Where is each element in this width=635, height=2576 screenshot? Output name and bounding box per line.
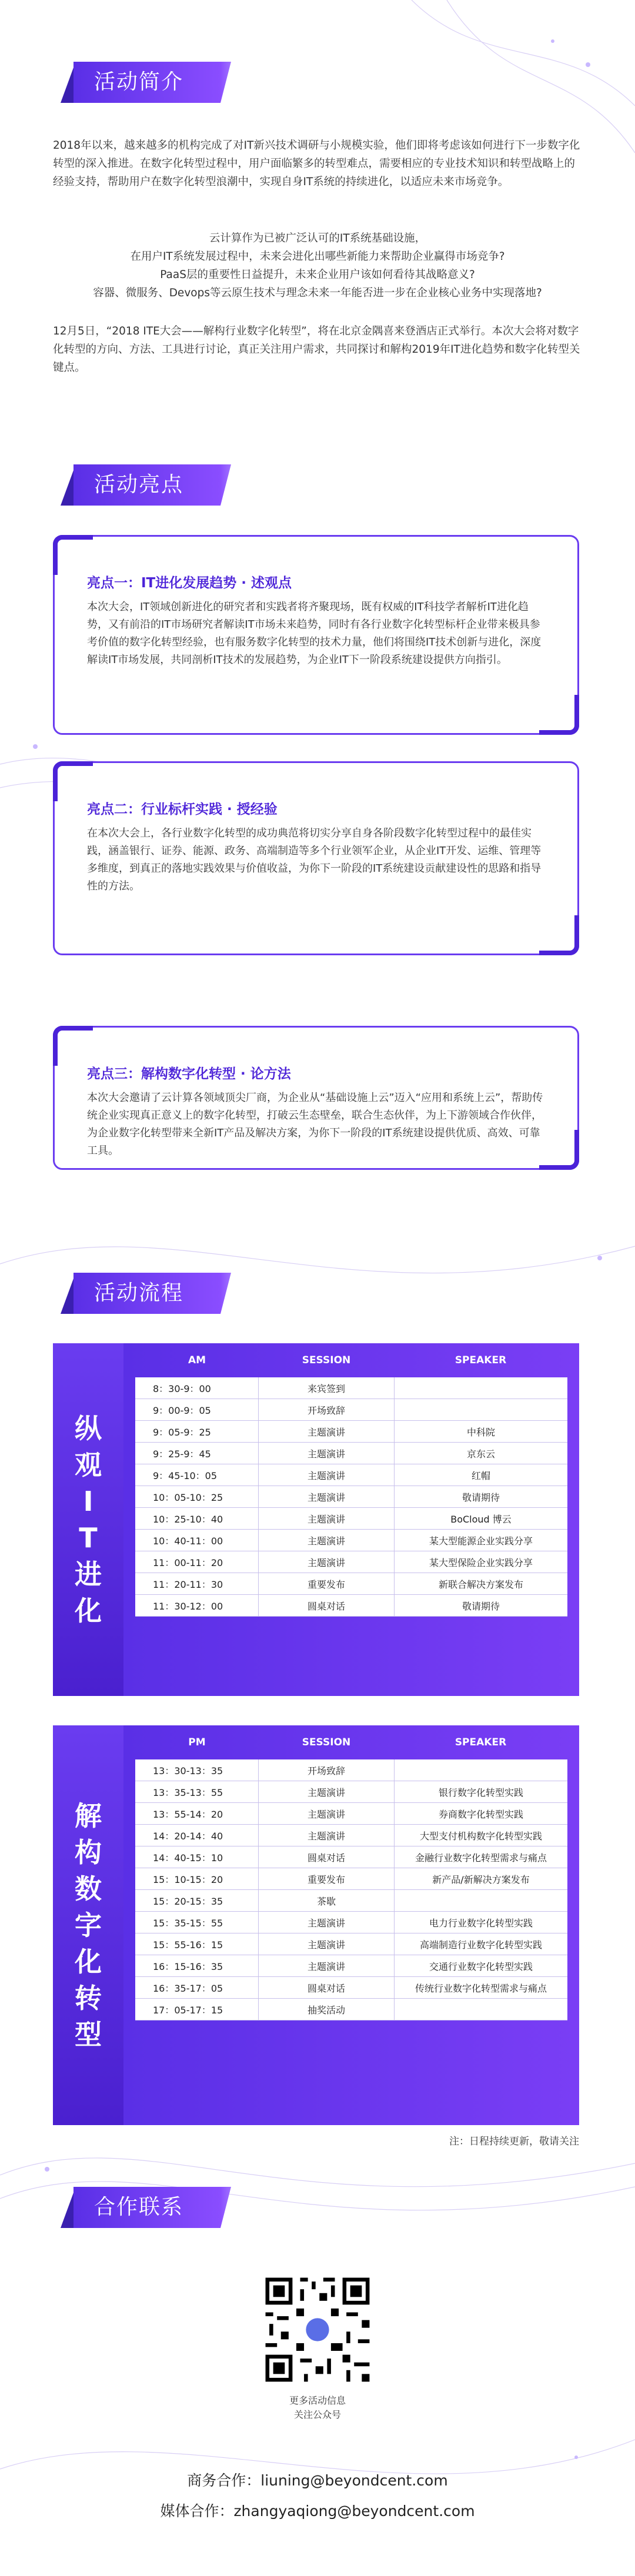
table-row	[135, 1868, 567, 1890]
am-side-char: I	[83, 1486, 93, 1517]
am-schedule	[53, 1343, 579, 1696]
table-row	[135, 1955, 567, 1977]
am-side-char: 化	[75, 1595, 102, 1627]
table-row	[135, 1977, 567, 1999]
table-row	[135, 1486, 567, 1508]
session-cell: 主题演讲	[259, 1508, 395, 1529]
highlight-title: 亮点三：解构数字化转型 · 论方法	[87, 1066, 291, 1082]
table-row	[135, 1999, 567, 2020]
table-row	[135, 1890, 567, 1912]
session-cell: 开场致辞	[259, 1399, 395, 1420]
media-contact: 媒体合作：zhangyaqiong@beyondcent.com	[160, 2503, 475, 2520]
speaker-cell: 京东云	[466, 1448, 495, 1460]
table-row	[135, 1781, 567, 1803]
time-cell: 10：25-10：40	[135, 1508, 259, 1529]
qr-caption	[259, 2394, 376, 2422]
table-row	[135, 1508, 567, 1530]
session-cell: 主题演讲	[259, 1464, 395, 1486]
speaker-cell: 大型支付机构数字化转型实践	[419, 1830, 542, 1842]
session-cell: 主题演讲	[259, 1551, 395, 1573]
pm-side-char: 转	[75, 1982, 102, 2014]
am-col-time: AM	[188, 1354, 206, 1366]
table-row	[135, 1759, 567, 1781]
speaker-cell	[395, 1999, 567, 2020]
agenda-section-title: 活动流程	[73, 1273, 220, 1314]
speaker-cell: 中科院	[466, 1426, 495, 1438]
pm-side-char: 解	[75, 1800, 102, 1832]
highlight-title: 亮点二：行业标杆实践 · 授经验	[87, 802, 278, 817]
table-row	[135, 1912, 567, 1933]
am-col-session: SESSION	[302, 1354, 351, 1366]
table-row	[135, 1530, 567, 1551]
session-cell: 重要发布	[259, 1573, 395, 1594]
am-side-char: T	[79, 1522, 98, 1554]
pm-table-header	[135, 1725, 567, 1759]
session-cell: 圆桌对话	[259, 1595, 395, 1616]
am-side-label	[53, 1343, 123, 1696]
speaker-cell: 新联合解决方案发布	[438, 1578, 523, 1590]
table-row	[135, 1377, 567, 1399]
qr-code-icon	[262, 2274, 373, 2386]
time-cell: 16：15-16：35	[135, 1955, 259, 1976]
session-cell: 抽奖活动	[259, 1999, 395, 2020]
speaker-cell	[395, 1377, 567, 1399]
table-row	[135, 1421, 567, 1443]
table-row	[135, 1399, 567, 1421]
time-cell: 14：40-15：10	[135, 1846, 259, 1868]
session-cell: 主题演讲	[259, 1443, 395, 1464]
session-cell: 茶歇	[259, 1890, 395, 1911]
speaker-cell: 红帽	[471, 1470, 490, 1481]
pm-side-char: 数	[75, 1873, 102, 1905]
pm-side-char: 型	[75, 2019, 102, 2050]
session-cell: 圆桌对话	[259, 1977, 395, 1998]
time-cell: 9：00-9：05	[135, 1399, 259, 1420]
session-cell: 主题演讲	[259, 1421, 395, 1442]
speaker-cell: 敬请期待	[462, 1491, 500, 1503]
time-cell: 9：05-9：25	[135, 1421, 259, 1442]
time-cell: 13：55-14：20	[135, 1803, 259, 1824]
speaker-cell: 某大型保险企业实践分享	[429, 1557, 533, 1568]
time-cell: 11：00-11：20	[135, 1551, 259, 1573]
pm-col-speaker: SPEAKER	[454, 1737, 507, 1748]
session-cell: 主题演讲	[259, 1781, 395, 1802]
intro-question-3: PaaS层的重要性日益提升，未来企业用户该如何看待其战略意义?	[160, 269, 475, 281]
pm-side-char: 化	[75, 1946, 102, 1978]
schedule-note: 注：日程持续更新，敬请关注	[449, 2136, 579, 2147]
session-cell: 开场致辞	[259, 1759, 395, 1781]
speaker-cell: 交通行业数字化转型实践	[429, 1961, 533, 1972]
time-cell: 14：20-14：40	[135, 1825, 259, 1846]
speaker-cell: 高端制造行业数字化转型实践	[419, 1939, 542, 1951]
time-cell: 11：30-12：00	[135, 1595, 259, 1616]
session-cell: 来宾签到	[259, 1377, 395, 1399]
intro-question-2: 在用户IT系统发展过程中，未来会进化出哪些新能力来帮助企业赢得市场竞争?	[130, 250, 505, 263]
speaker-cell: 传统行业数字化转型需求与痛点	[415, 1982, 547, 1994]
pm-table	[123, 1725, 579, 2125]
highlight-body: 在本次大会上，各行业数字化转型的成功典范将切实分享自身各阶段数字化转型过程中的最佳实践，涵盖银行、证券、能源、政务、高端制造等多个行业领军企业，从企业IT开发、运维、管理等多维度，到真正的落地实践效果与价值收益，为你下一阶段的IT系统建设贡献建设性的思路和指导性的方法。	[87, 827, 542, 892]
pm-table-body	[135, 1759, 567, 2020]
time-cell: 13：35-13：55	[135, 1781, 259, 1802]
am-side-char: 进	[75, 1558, 102, 1590]
session-cell: 主题演讲	[259, 1955, 395, 1976]
session-cell: 主题演讲	[259, 1825, 395, 1846]
business-contact: 商务合作：liuning@beyondcent.com	[187, 2472, 448, 2489]
speaker-cell: 新产品/新解决方案发布	[432, 1874, 530, 1885]
speaker-cell: 券商数字化转型实践	[438, 1808, 523, 1820]
highlight-card-1	[53, 535, 579, 735]
session-cell: 主题演讲	[259, 1803, 395, 1824]
table-row	[135, 1803, 567, 1825]
speaker-cell: 银行数字化转型实践	[438, 1787, 523, 1798]
intro-question-1: 云计算作为已被广泛认可的IT系统基础设施，	[209, 232, 426, 245]
session-cell: 主题演讲	[259, 1486, 395, 1507]
highlight-body: 本次大会，IT领域创新进化的研究者和实践者将齐聚现场，既有权威的IT科技学者解析IT进化趋势，又有前沿的IT市场研究者解读IT市场未来趋势，同时有各行业数字化转型标杆企业带来极具参考价值的数字化转型经验，也有服务数字化转型的技术力量，他们将围绕IT技术创新与进化，深度解读IT市场发展，共同剖析IT技术的发展趋势，为企业IT下一阶段系统建设提供方向指引。	[87, 601, 542, 666]
session-cell: 主题演讲	[259, 1933, 395, 1955]
time-cell: 15：10-15：20	[135, 1868, 259, 1889]
pm-col-session: SESSION	[302, 1737, 351, 1748]
time-cell: 15：20-15：35	[135, 1890, 259, 1911]
speaker-cell: BoCloud 博云	[450, 1513, 512, 1525]
time-cell: 15：35-15：55	[135, 1912, 259, 1933]
table-row	[135, 1443, 567, 1464]
session-cell: 主题演讲	[259, 1530, 395, 1551]
intro-section-title: 活动简介	[73, 62, 220, 103]
speaker-cell: 金融行业数字化转型需求与痛点	[415, 1852, 547, 1864]
am-table	[123, 1343, 579, 1696]
speaker-cell	[395, 1759, 567, 1781]
session-cell: 圆桌对话	[259, 1846, 395, 1868]
table-row	[135, 1933, 567, 1955]
contact-section-title: 合作联系	[73, 2187, 220, 2228]
pm-side-char: 构	[75, 1836, 102, 1868]
speaker-cell: 电力行业数字化转型实践	[429, 1917, 533, 1929]
time-cell: 17：05-17：15	[135, 1999, 259, 2020]
speaker-cell	[395, 1399, 567, 1420]
table-row	[135, 1464, 567, 1486]
am-side-char: 纵	[75, 1413, 102, 1444]
time-cell: 10：40-11：00	[135, 1530, 259, 1551]
table-row	[135, 1573, 567, 1595]
table-row	[135, 1846, 567, 1868]
time-cell: 9：45-10：05	[135, 1464, 259, 1486]
time-cell: 11：20-11：30	[135, 1573, 259, 1594]
speaker-cell: 某大型能源企业实践分享	[429, 1535, 533, 1547]
speaker-cell	[395, 1890, 567, 1911]
pm-schedule	[53, 1725, 579, 2125]
pm-side-label	[53, 1725, 123, 2125]
qr-caption-line-2: 关注公众号	[293, 2409, 341, 2420]
time-cell: 9：25-9：45	[135, 1443, 259, 1464]
qr-caption-line-1: 更多活动信息	[289, 2395, 346, 2406]
intro-paragraph-2: 12月5日，“2018 ITE大会——解构行业数字化转型”，将在北京金隅喜来登酒店正式举行。本次大会将对数字化转型的方向、方法、工具进行讨论，真正关注用户需求，共同探讨和解构2019年IT进化趋势和数字化转型关键点。	[53, 325, 580, 374]
intro-question-4: 容器、微服务、Devops等云原生技术与理念未来一年能否进一步在企业核心业务中实现落地?	[93, 287, 542, 299]
session-cell: 重要发布	[259, 1868, 395, 1889]
speaker-cell: 敬请期待	[462, 1600, 500, 1612]
time-cell: 10：05-10：25	[135, 1486, 259, 1507]
highlight-card-3	[53, 1026, 579, 1170]
highlights-section-title: 活动亮点	[73, 464, 220, 506]
am-table-header	[135, 1343, 567, 1377]
table-row	[135, 1551, 567, 1573]
am-col-speaker: SPEAKER	[454, 1354, 507, 1366]
table-row	[135, 1825, 567, 1846]
highlight-title: 亮点一：IT进化发展趋势 · 述观点	[87, 576, 292, 591]
table-row	[135, 1595, 567, 1617]
pm-side-char: 字	[75, 1909, 102, 1941]
highlight-card-2	[53, 761, 579, 955]
highlight-body: 本次大会邀请了云计算各领域顶尖厂商，为企业从“基础设施上云”迈入“应用和系统上云”，帮助传统企业实现真正意义上的数字化转型，打破云生态壁垒，联合生态伙伴，为上下游领域合作伙伴，为企业数字化转型带来全新IT产品及解决方案，为你下一阶段的IT系统建设提供优质、高效、可靠工具。	[87, 1092, 543, 1157]
time-cell: 15：55-16：15	[135, 1933, 259, 1955]
time-cell: 13：30-13：35	[135, 1759, 259, 1781]
pm-col-time: PM	[188, 1737, 206, 1748]
am-side-char: 观	[75, 1449, 102, 1481]
am-table-body	[135, 1377, 567, 1617]
time-cell: 8：30-9：00	[135, 1377, 259, 1399]
time-cell: 16：35-17：05	[135, 1977, 259, 1998]
session-cell: 主题演讲	[259, 1912, 395, 1933]
intro-paragraph-1: 2018年以来，越来越多的机构完成了对IT新兴技术调研与小规模实验，他们即将考虑该如何进行下一步数字化转型的深入推进。在数字化转型过程中，用户面临繁多的转型难点，需要相应的专业技术知识和转型战略上的经验支持，帮助用户在数字化转型浪潮中，实现自身IT系统的持续进化，以适应未来市场竞争。	[53, 139, 580, 188]
intro-questions	[53, 229, 582, 302]
